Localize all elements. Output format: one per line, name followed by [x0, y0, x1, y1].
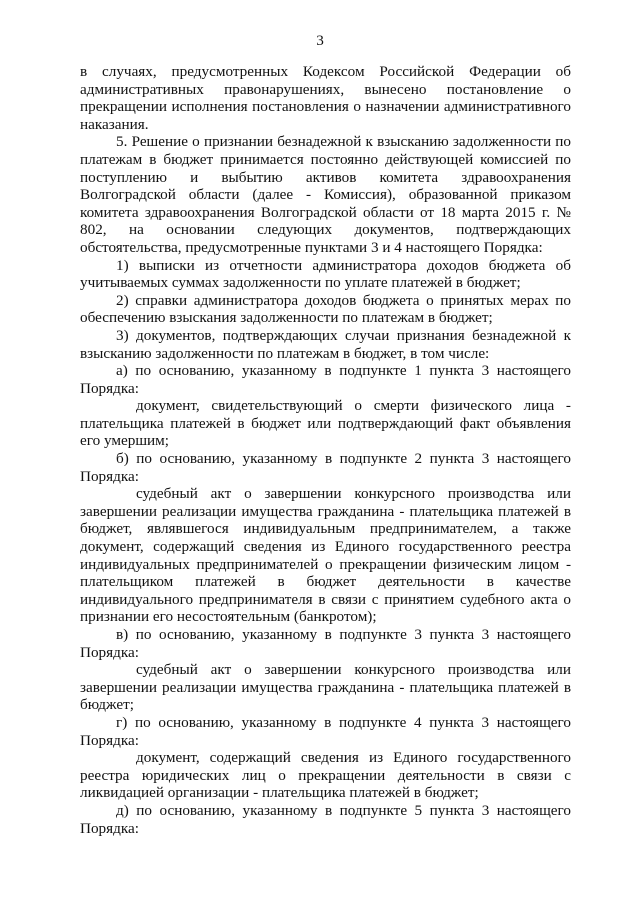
paragraph-document-a: документ, свидетельствующий о смерти физического лица - плательщика платежей в бюджет или подтверждающий факт объявления его умершим; — [80, 397, 571, 450]
paragraph-document-b: судебный акт о завершении конкурсного производства или завершении реализации имущества гражданина - плательщика платежей в бюджет, являвшегося индивидуальным предпринимателем, а также документ, содержащий сведения из Единого государственного реестра индивидуальных предпринимателей о прекращении физическим лицом - плательщиком платежей в бюджет деятельности в качестве индивидуального предпринимателя в связи с принятием судебного акта о признании его несостоятельным (банкротом); — [80, 485, 571, 626]
paragraph-intro-continuation: в случаях, предусмотренных Кодексом Российской Федерации об административных правонарушениях, вынесено постановление о прекращении исполнения постановления о назначении административного наказания. — [80, 63, 571, 133]
paragraph-subitem-1: 1) выписки из отчетности администратора доходов бюджета об учитываемых суммах задолженности по уплате платежей в бюджет; — [80, 256, 571, 292]
paragraph-document-g: документ, содержащий сведения из Единого государственного реестра юридических лиц о прекращении деятельности в связи с ликвидацией организации - плательщика платежей в бюджет; — [80, 749, 571, 802]
paragraph-letter-a: а) по основанию, указанному в подпункте 1 пункта 3 настоящего Порядка: — [80, 362, 571, 397]
paragraph-subitem-2: 2) справки администратора доходов бюджета о принятых мерах по обеспечению взыскания задолженности по платежам в бюджет; — [80, 291, 571, 327]
paragraph-letter-v: в) по основанию, указанному в подпункте 3 пункта 3 настоящего Порядка: — [80, 626, 571, 661]
paragraph-subitem-3: 3) документов, подтверждающих случаи признания безнадежной к взысканию задолженности по платежам в бюджет, в том числе: — [80, 326, 571, 362]
paragraph-document-v: судебный акт о завершении конкурсного производства или завершении реализации имущества гражданина - плательщика платежей в бюджет; — [80, 661, 571, 714]
document-body — [80, 63, 571, 837]
paragraph-item-5: 5. Решение о признании безнадежной к взысканию задолженности по платежам в бюджет принимается постоянно действующей комиссией по поступлению и выбытию активов комитета здравоохранения Волгоградской области (далее - Комиссия), образованной приказом комитета здравоохранения Волгоградской области от 18 марта 2015 г. № 802, на основании следующих документов, подтверждающих обстоятельства, предусмотренные пунктами 3 и 4 настоящего Порядка: — [80, 133, 571, 256]
paragraph-letter-d: д) по основанию, указанному в подпункте 5 пункта 3 настоящего Порядка: — [80, 801, 571, 837]
paragraph-letter-b: б) по основанию, указанному в подпункте 2 пункта 3 настоящего Порядка: — [80, 450, 571, 485]
paragraph-letter-g: г) по основанию, указанному в подпункте 4 пункта 3 настоящего Порядка: — [80, 713, 571, 749]
page-number: 3 — [316, 32, 324, 49]
